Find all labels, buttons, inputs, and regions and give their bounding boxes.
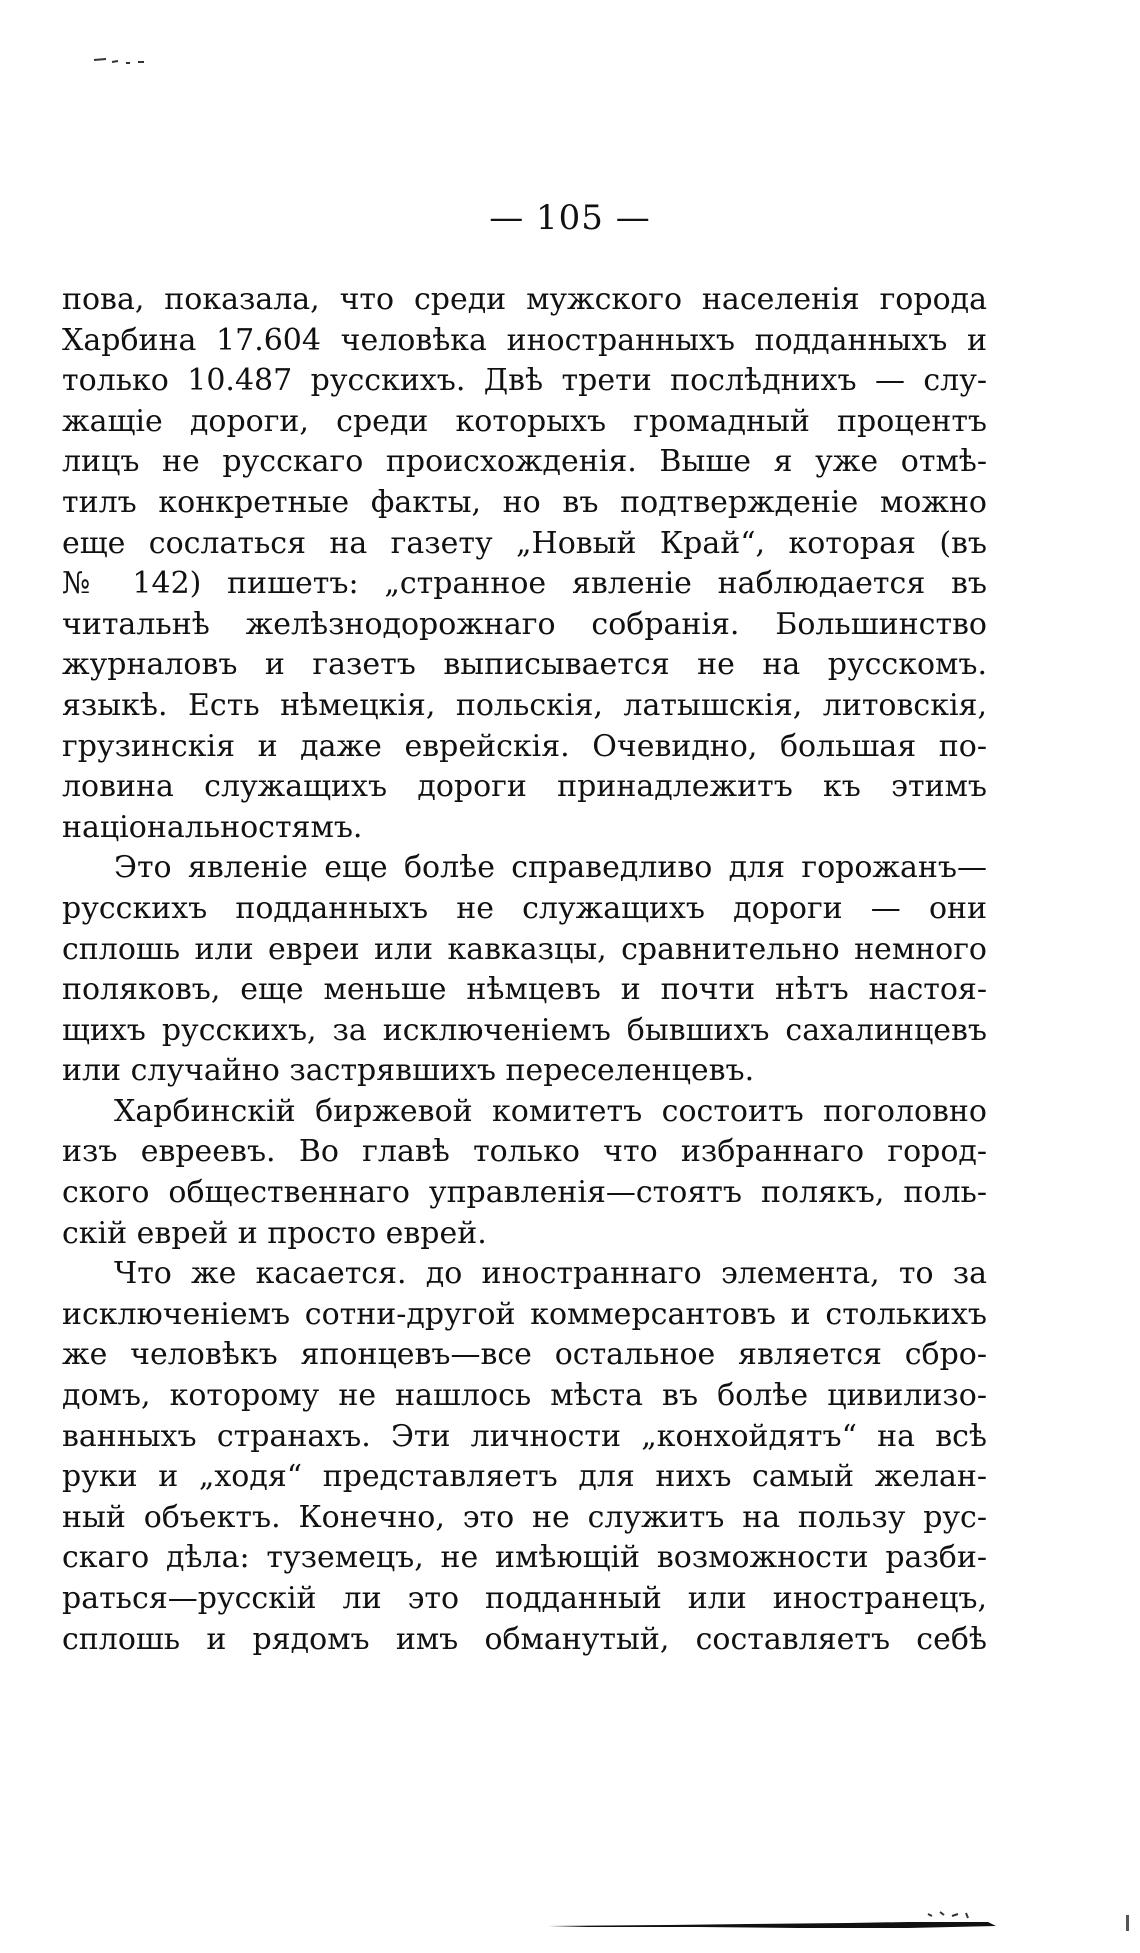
text-line: русскихъ подданныхъ не служащихъ дороги — они <box>62 890 987 926</box>
text-line: руки и „ходя“ представляетъ для нихъ самый желан- <box>62 1459 987 1495</box>
scan-margin-mark <box>1126 1915 1129 1931</box>
text-line: или случайно застрявшихъ переселенцевъ. <box>62 1053 755 1089</box>
text-line: тилъ конкретные факты, но въ подтвержденіе можно <box>62 484 987 520</box>
text-line: еще сослаться на газету „Новый Край“, которая (въ <box>62 525 987 561</box>
text-line: національностямъ. <box>62 809 363 845</box>
paragraph <box>62 280 987 848</box>
text-line: ванныхъ странахъ. Эти личности „конхойдятъ“ на всѣ <box>62 1418 987 1454</box>
text-line: скій еврей и просто еврей. <box>62 1215 487 1251</box>
text-line: Что же касается. до иностраннаго элемента, то за <box>114 1256 987 1292</box>
text-line: жащіе дороги, среди которыхъ громадный процентъ <box>62 403 987 439</box>
text-line: исключеніемъ сотни-другой коммерсантовъ и столькихъ <box>62 1296 987 1332</box>
text-line: сплошь или евреи или кавказцы, сравнительно немного <box>62 931 987 967</box>
paragraph <box>62 848 987 1092</box>
ink-smudge-mark <box>92 50 148 70</box>
printer-rule-decoration <box>548 1910 998 1932</box>
text-line: грузинскія и даже еврейскія. Очевидно, большая по- <box>62 728 987 764</box>
text-line: скаго дѣла: туземецъ, не имѣющій возможности разби- <box>62 1540 987 1576</box>
text-line: журналовъ и газетъ выписывается не на русскомъ. <box>62 647 987 683</box>
text-line: раться—русскій ли это подданный или иностранецъ, <box>62 1581 987 1616</box>
text-line: щихъ русскихъ, за исключеніемъ бывшихъ сахалинцевъ <box>62 1012 987 1048</box>
text-line: № 142) пишетъ: „странное явленіе наблюдается въ <box>62 566 987 602</box>
text-line: сплошь и рядомъ имъ обманутый, составляетъ себѣ <box>62 1621 987 1657</box>
text-line: лицъ не русскаго происхожденія. Выше я уже отмѣ- <box>62 444 987 480</box>
text-line: языкѣ. Есть нѣмецкія, польскія, латышскія, литовскія, <box>62 687 987 723</box>
text-line: изъ евреевъ. Во главѣ только что избраннаго город- <box>62 1134 987 1170</box>
text-line: ловина служащихъ дороги принадлежитъ къ этимъ <box>62 769 987 805</box>
body-text <box>62 280 987 1660</box>
text-line: Это явленіе еще болѣе справедливо для горожанъ— <box>114 850 987 886</box>
text-line: домъ, которому не нашлось мѣста въ болѣе цивилизо- <box>62 1378 987 1414</box>
text-line: Харбинскій биржевой комитетъ состоитъ поголовно <box>114 1093 987 1129</box>
page-number: — 105 — <box>489 198 651 238</box>
text-line: поляковъ, еще меньше нѣмцевъ и почти нѣтъ настоя- <box>62 972 987 1008</box>
text-line: же человѣкъ японцевъ—все остальное является сбро- <box>62 1337 987 1373</box>
text-line: ского общественнаго управленія—стоятъ полякъ, поль- <box>62 1175 987 1211</box>
text-line: Харбина 17.604 человѣка иностранныхъ подданныхъ и <box>62 322 987 358</box>
paragraph <box>62 1254 987 1660</box>
text-line: ный объектъ. Конечно, это не служитъ на пользу рус- <box>62 1499 987 1535</box>
paragraph <box>62 1092 987 1254</box>
text-line: читальнѣ желѣзнодорожнаго собранія. Большинство <box>62 606 987 642</box>
text-line: пова, показала, что среди мужского населенія города <box>62 282 987 317</box>
text-line: только 10.487 русскихъ. Двѣ трети послѣднихъ — слу- <box>62 363 987 399</box>
